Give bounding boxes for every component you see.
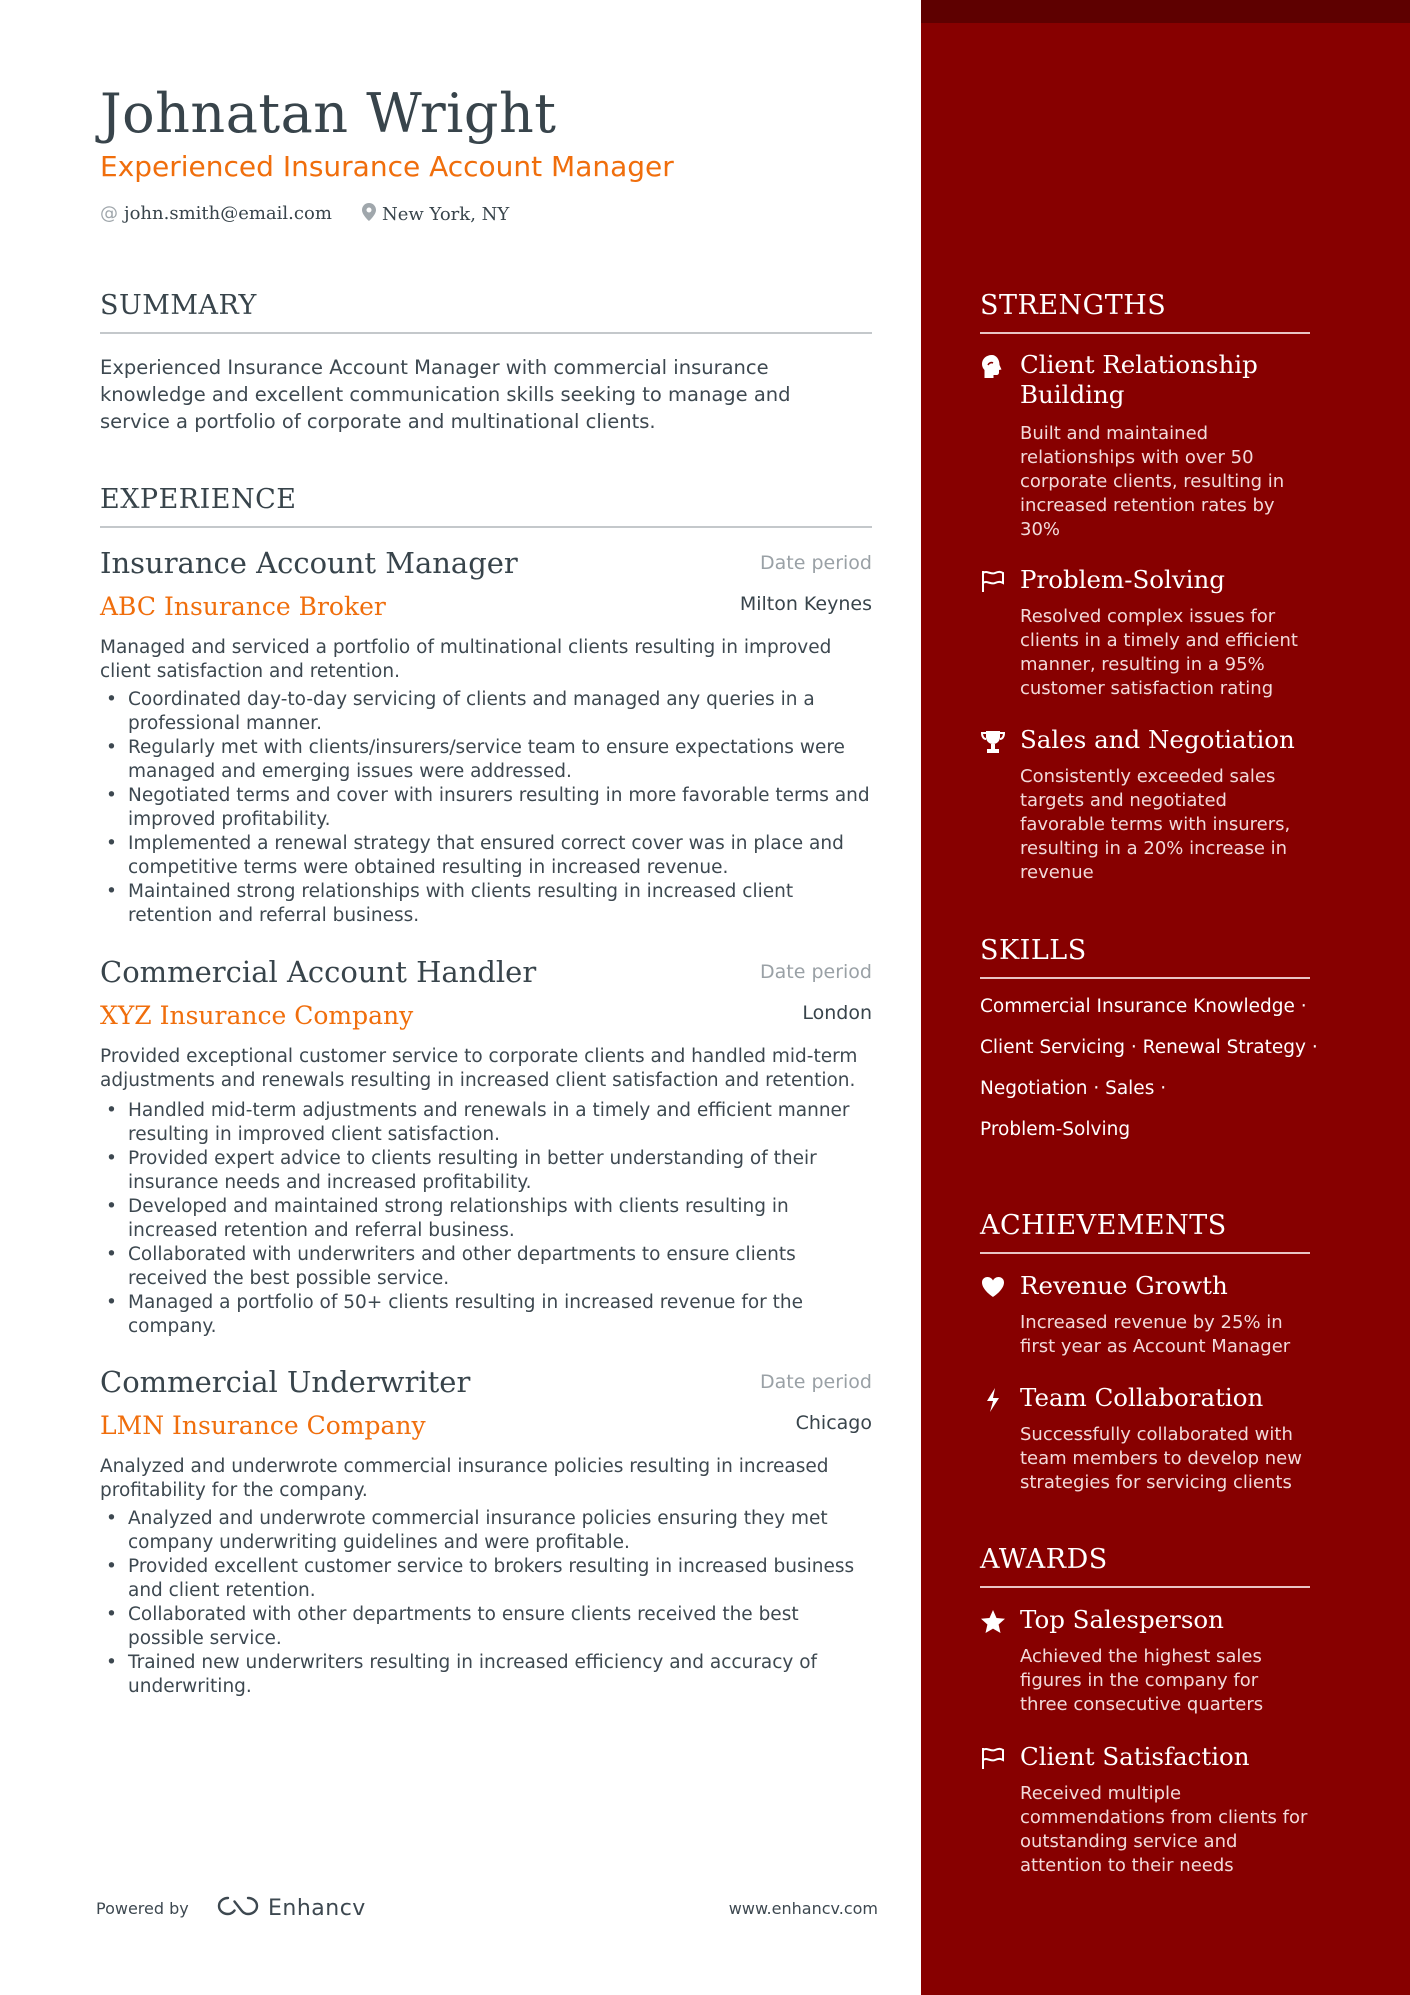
skill-row: Commercial Insurance Knowledge · [980,996,1307,1017]
experience-entry [100,546,872,926]
divider [100,526,872,528]
divider [980,1586,1310,1588]
skills-heading-text: SKILLS [980,935,1087,966]
heart-icon [980,1275,1006,1301]
job-description: Managed and serviced a portfolio of multinational clients resulting in improved client satisfaction and retention. [100,637,832,682]
job-title: Insurance Account Manager [100,546,518,580]
company-name: XYZ Insurance Company [100,1001,414,1030]
contact-location [362,203,509,226]
brain-icon [980,354,1006,380]
experience-entry [100,1365,872,1697]
skill-row: Client Servicing · Renewal Strategy · [980,1037,1318,1058]
achievements-heading-text: ACHIEVEMENTS [980,1210,1227,1241]
company-name: ABC Insurance Broker [100,592,386,621]
bullet-item: • Handled mid-term adjustments and renewals in a timely and efficient manner resulting in improved client satisfaction. [100,1099,872,1147]
bullet-item: • Maintained strong relationships with clients resulting in increased client retention and referral business. [100,880,872,928]
achievement-description: Increased revenue by 25% in first year as Account Manager [1020,1312,1291,1357]
achievements-heading [980,1210,1310,1241]
email-text: john.smith@email.com [124,203,332,224]
divider [980,332,1310,334]
star-icon [980,1609,1006,1635]
strength-description: Consistently exceeded sales targets and negotiated favorable terms with insurers, resulting in a 20% increase in revenue [1020,766,1291,883]
job-bullets [100,1507,872,1699]
contact-email[interactable] [100,203,332,224]
strength-description: Built and maintained relationships with over 50 corporate clients, resulting in increased retention rates by 30% [1020,423,1285,540]
candidate-name: Johnatan Wright [100,82,557,145]
strength-title: Sales and Negotiation [1020,725,1295,754]
bullet-item: • Developed and maintained strong relationships with clients resulting in increased retention and referral business. [100,1195,872,1243]
award-title: Client Satisfaction [1020,1742,1250,1771]
trophy-icon [980,729,1006,755]
job-date: Date period [760,552,872,574]
divider [100,332,872,334]
skill-row: Negotiation · Sales · [980,1078,1167,1099]
lightning-icon [980,1387,1006,1413]
award-description: Received multiple commendations from clients for outstanding service and attention to their needs [1020,1783,1308,1876]
job-title: Commercial Underwriter [100,1365,471,1399]
job-bullets [100,688,872,928]
strengths-heading [980,290,1310,321]
job-description: Analyzed and underwrote commercial insurance policies resulting in increased profitability for the company. [100,1456,829,1501]
achievement-title: Revenue Growth [1020,1271,1228,1300]
award-description: Achieved the highest sales figures in the company for three consecutive quarters [1020,1646,1264,1715]
skill-row: Problem-Solving [980,1119,1131,1140]
achievement-title: Team Collaboration [1020,1383,1264,1412]
award-title: Top Salesperson [1020,1605,1224,1634]
location-text: New York, NY [382,204,510,225]
bullet-item: • Implemented a renewal strategy that ensured correct cover was in place and competitive terms were obtained resulting in increased revenue. [100,832,872,880]
company-name: LMN Insurance Company [100,1411,426,1440]
awards-heading-text: AWARDS [980,1544,1108,1575]
job-bullets [100,1099,872,1339]
experience-entry [100,955,872,1337]
bullet-item: • Coordinated day-to-day servicing of clients and managed any queries in a professional manner. [100,688,872,736]
divider [980,977,1310,979]
bullet-item: • Collaborated with underwriters and other departments to ensure clients received the best possible service. [100,1243,872,1291]
bullet-item: • Provided expert advice to clients resulting in better understanding of their insurance needs and increased profitability. [100,1147,872,1195]
sidebar-top-bar [921,0,1410,23]
achievement-description: Successfully collaborated with team members to develop new strategies for servicing clients [1020,1424,1302,1493]
enhancv-logo-text: Enhancv [268,1895,366,1921]
strength-title: Client Relationship Building [1020,350,1258,409]
experience-heading [100,484,872,515]
job-location: Milton Keynes [739,593,872,615]
bullet-item: • Managed a portfolio of 50+ clients resulting in increased revenue for the company. [100,1291,872,1339]
summary-heading [100,290,872,321]
website-link[interactable]: www.enhancv.com [728,1899,878,1918]
job-title: Commercial Account Handler [100,955,537,989]
job-location: London [802,1002,872,1024]
flag-icon [980,569,1006,595]
strength-description: Resolved complex issues for clients in a timely and efficient manner, resulting in a 95% customer satisfaction rating [1020,606,1298,699]
bullet-item: • Analyzed and underwrote commercial insurance policies ensuring they met company underwriting guidelines and were profitable. [100,1507,872,1555]
job-date: Date period [760,961,872,983]
experience-heading-text: EXPERIENCE [100,484,297,515]
bullet-item: • Provided excellent customer service to brokers resulting in increased business and client retention. [100,1555,872,1603]
powered-by-label: Powered by [96,1899,189,1918]
enhancv-logo-icon [214,1894,262,1922]
location-pin-icon [362,203,376,226]
bullet-item: • Trained new underwriters resulting in increased efficiency and accuracy of underwriting. [100,1651,872,1699]
summary-text: Experienced Insurance Account Manager with commercial insurance knowledge and excellent communication skills seeking to manage and service a portfolio of corporate and multinational clients. [100,356,791,433]
job-date: Date period [760,1371,872,1393]
job-description: Provided exceptional customer service to corporate clients and handled mid-term adjustments and renewals resulting in increased client satisfaction and retention. [100,1046,858,1091]
strengths-heading-text: STRENGTHS [980,290,1167,321]
bullet-item: • Collaborated with other departments to ensure clients received the best possible service. [100,1603,872,1651]
bullet-item: • Negotiated terms and cover with insurers resulting in more favorable terms and improved profitability. [100,784,872,832]
enhancv-logo[interactable] [214,1894,366,1922]
divider [980,1252,1310,1254]
skills-list [980,996,1320,1160]
flag-icon [980,1746,1006,1772]
summary-heading-text: SUMMARY [100,290,257,321]
strength-title: Problem-Solving [1020,565,1225,594]
skills-heading [980,935,1310,966]
awards-heading [980,1544,1310,1575]
candidate-headline: Experienced Insurance Account Manager [100,150,674,183]
bullet-item: • Regularly met with clients/insurers/service team to ensure expectations were managed and emerging issues were addressed. [100,736,872,784]
at-icon: @ [100,203,118,224]
job-location: Chicago [795,1412,872,1434]
